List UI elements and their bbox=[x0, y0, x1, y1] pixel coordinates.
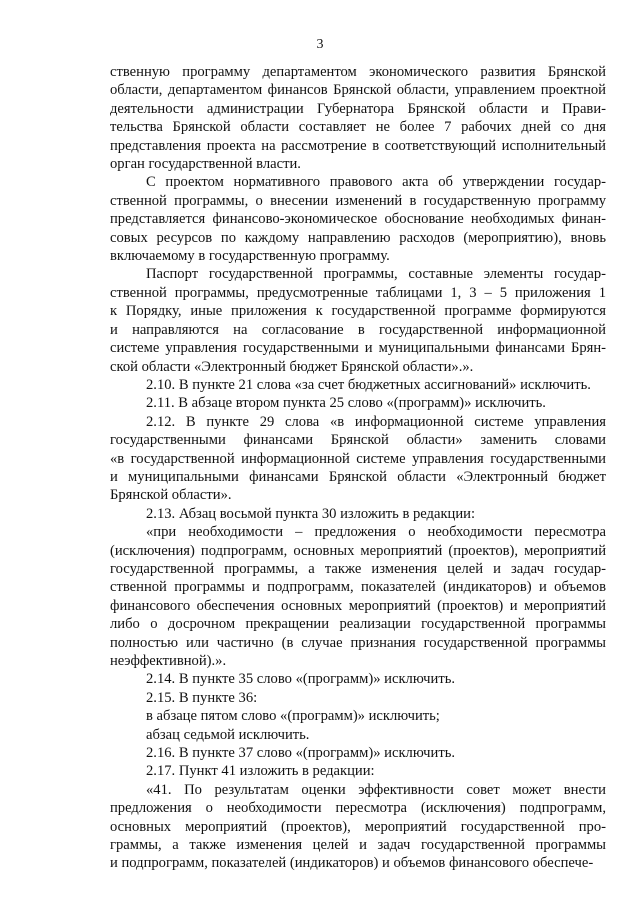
paragraph-p13 bbox=[110, 744, 606, 762]
text-line: основных мероприятий (проектов), мероприятий государственной про- bbox=[110, 818, 606, 835]
text-line: деятельности администрации Губернатора Брянской области и Прави- bbox=[110, 100, 606, 117]
text-line: области, департаментом финансов Брянской области, управлением проектной bbox=[110, 82, 606, 99]
text-line: либо о досрочном прекращении реализации государственной программы bbox=[110, 616, 606, 633]
text-line: Брянской области». bbox=[110, 487, 232, 504]
text-line: 2.15. В пункте 36: bbox=[146, 689, 258, 706]
paragraph-p9 bbox=[110, 670, 606, 688]
paragraph-p8 bbox=[110, 523, 606, 670]
paragraph-p14 bbox=[110, 762, 606, 780]
text-line: в абзаце пятом слово «(программ)» исключить; bbox=[146, 708, 440, 725]
text-line: системе управления государственными и муниципальными финансами Брян- bbox=[110, 340, 606, 357]
paragraph-p11 bbox=[110, 707, 606, 725]
text-line: государственной программы, а также изменения целей и задач государ- bbox=[110, 560, 606, 577]
text-line: «при необходимости – предложения о необходимости пересмотра bbox=[146, 524, 606, 541]
text-line: 2.11. В абзаце втором пункта 25 слово «(программ)» исключить. bbox=[146, 395, 546, 412]
paragraph-p12 bbox=[110, 726, 606, 744]
paragraph-p2 bbox=[110, 173, 606, 265]
text-line: государственными финансами Брянской области» заменить словами bbox=[110, 432, 606, 449]
paragraph-p6 bbox=[110, 413, 606, 505]
paragraph-p3 bbox=[110, 265, 606, 375]
text-line: 2.12. В пункте 29 слова «в информационной системе управления bbox=[146, 413, 606, 430]
text-line: ственную программу департаментом экономического развития Брянской bbox=[110, 64, 606, 80]
document-body bbox=[110, 63, 606, 873]
text-line: к Порядку, иные приложения к государственной программе формируются bbox=[110, 303, 606, 320]
text-line: и подпрограмм, показателей (индикаторов) и объемов финансового обеспече- bbox=[110, 855, 594, 872]
text-line: ственной программы, о внесении изменений в государственную программу bbox=[110, 192, 606, 209]
paragraph-p4 bbox=[110, 376, 606, 394]
text-line: 2.10. В пункте 21 слова «за счет бюджетных ассигнований» исключить. bbox=[146, 376, 591, 393]
text-line: 2.17. Пункт 41 изложить в редакции: bbox=[146, 763, 375, 780]
text-line: орган государственной власти. bbox=[110, 156, 301, 173]
paragraph-p5 bbox=[110, 394, 606, 412]
text-line: представляется финансово-экономическое обоснование необходимых финан- bbox=[110, 211, 606, 228]
text-line: «41. По результатам оценки эффективности совет может внести bbox=[146, 781, 606, 798]
text-line: 2.14. В пункте 35 слово «(программ)» исключить. bbox=[146, 671, 456, 688]
text-line: предложения о необходимости пересмотра (исключения) подпрограмм, bbox=[110, 800, 606, 817]
text-line: С проектом нормативного правового акта об утверждении государ- bbox=[146, 174, 606, 191]
text-line: ской области «Электронный бюджет Брянской области».». bbox=[110, 358, 474, 375]
text-line: и муниципальными финансами Брянской области «Электронный бюджет bbox=[110, 468, 606, 485]
text-line: 2.16. В пункте 37 слово «(программ)» исключить. bbox=[146, 745, 456, 762]
paragraph-p1 bbox=[110, 63, 606, 173]
text-line: 2.13. Абзац восьмой пункта 30 изложить в редакции: bbox=[146, 505, 476, 522]
paragraph-p7 bbox=[110, 505, 606, 523]
text-line: (исключения) подпрограмм, основных мероприятий (проектов), мероприятий bbox=[110, 542, 606, 559]
paragraph-p10 bbox=[110, 689, 606, 707]
text-line: абзац седьмой исключить. bbox=[146, 726, 310, 743]
paragraph-p15 bbox=[110, 781, 606, 873]
text-line: Паспорт государственной программы, составные элементы государ- bbox=[146, 266, 606, 283]
text-line: совых ресурсов по каждому направлению расходов (мероприятию), вновь bbox=[110, 229, 606, 246]
text-line: тельства Брянской области составляет не более 7 рабочих дней со дня bbox=[110, 119, 606, 136]
text-line: и направляются на согласование в государственной информационной bbox=[110, 321, 606, 338]
page-number: 3 bbox=[316, 37, 324, 52]
text-line: граммы, а также изменения целей и задач государственной программы bbox=[110, 837, 606, 854]
text-line: представления проекта на рассмотрение в соответствующий исполнительный bbox=[110, 137, 606, 154]
text-line: «в государственной информационной системе управления государственными bbox=[110, 450, 606, 467]
text-line: ственной программы, предусмотренные таблицами 1, 3 – 5 приложения 1 bbox=[110, 284, 606, 301]
text-line: ственной программы и подпрограмм, показателей (индикаторов) и объемов bbox=[110, 579, 606, 596]
text-line: полностью или частично (в случае признания государственной программы bbox=[110, 634, 606, 651]
text-line: включаемому в государственную программу. bbox=[110, 248, 390, 265]
text-line: неэффективной).». bbox=[110, 653, 227, 669]
text-line: финансового обеспечения основных мероприятий (проектов) и мероприятий bbox=[110, 597, 606, 614]
